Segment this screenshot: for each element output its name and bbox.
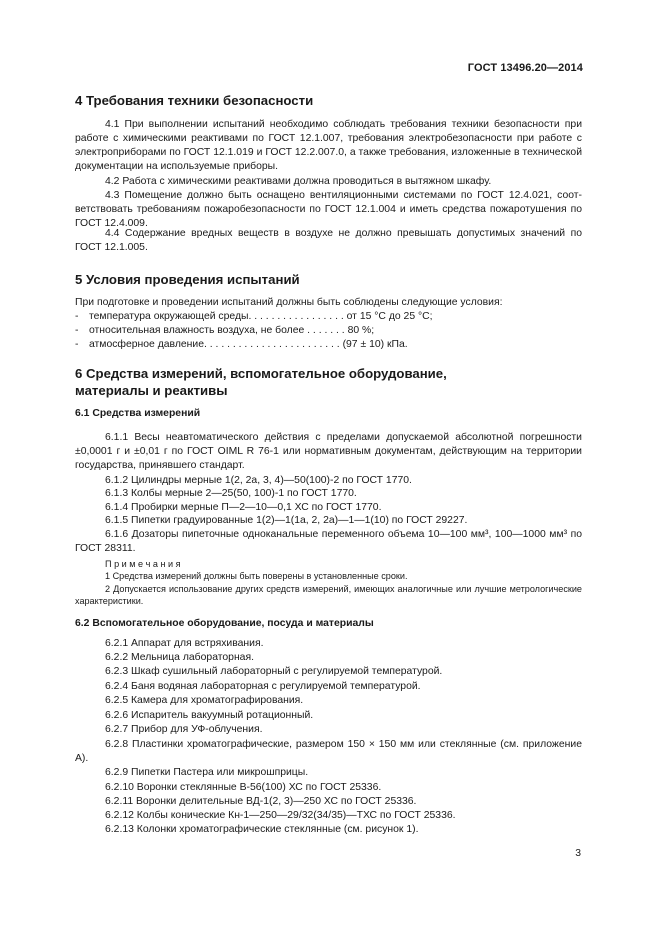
paragraph-6-2-1: 6.2.1 Аппарат для встряхивания. <box>105 638 264 649</box>
section-4-title: 4 Требования техники безопасности <box>75 93 314 108</box>
paragraph-6-1-3: 6.1.3 Колбы мерные 2—25(50, 100)-1 по ГОСТ 1770. <box>105 488 357 499</box>
list-dash: - <box>75 325 79 336</box>
section-6-title-line1: 6 Средства измерений, вспомогательное оборудование, <box>75 366 447 381</box>
list-item-text: температура окружающей среды. . . . . . . . . . . . . . . . . от 15 °С до 25 °С; <box>89 311 433 322</box>
subsection-6-2-title: 6.2 Вспомогательное оборудование, посуда и материалы <box>75 618 374 629</box>
list-item-text: относительная влажность воздуха, не более . . . . . . . 80 %; <box>89 325 375 336</box>
paragraph-6-2-13: 6.2.13 Колонки хроматографические стеклянные (см. рисунок 1). <box>105 824 419 835</box>
paragraph-6-2-3: 6.2.3 Шкаф сушильный лабораторный с регулируемой температурой. <box>105 666 443 677</box>
paragraph-6-2-6: 6.2.6 Испаритель вакуумный ротационный. <box>105 710 314 721</box>
note-1: 1 Средства измерений должны быть поверены в установленные сроки. <box>105 571 408 581</box>
conditions-list <box>75 310 582 352</box>
paragraph-6-2-9: 6.2.9 Пипетки Пастера или микрошприцы. <box>105 767 309 778</box>
document-header-id: ГОСТ 13496.20—2014 <box>467 62 583 74</box>
paragraph-6-2-7: 6.2.7 Прибор для УФ-облучения. <box>105 724 263 735</box>
page-number: 3 <box>575 848 581 859</box>
subsection-6-1-title: 6.1 Средства измерений <box>75 408 201 419</box>
list-item <box>75 310 582 324</box>
paragraph-6-2-10: 6.2.10 Воронки стеклянные В-56(100) ХС по ГОСТ 25336. <box>105 782 382 793</box>
paragraph-6-2-4: 6.2.4 Баня водяная лабораторная с регулируемой температурой. <box>105 681 421 692</box>
section-6-title-line2: материалы и реактивы <box>75 383 228 398</box>
paragraph-4-3: 4.3 Помещение должно быть оснащено вентиляционными системами по ГОСТ 12.4.021, соответствовать требованиям пожаробезопасности по ГОСТ 12.1.004 и иметь средства пожаротушения по ГОСТ 12.4.009. <box>75 190 582 229</box>
paragraph-6-1-4: 6.1.4 Пробирки мерные П—2—10—0,1 ХС по ГОСТ 1770. <box>105 502 382 513</box>
section-5-title: 5 Условия проведения испытаний <box>75 272 300 287</box>
list-dash: - <box>75 311 79 322</box>
paragraph-6-1-5: 6.1.5 Пипетки градуированные 1(2)—1(1а, 2, 2а)—1—1(10) по ГОСТ 29227. <box>105 515 468 526</box>
paragraph-4-2: 4.2 Работа с химическими реактивами должна проводиться в вытяжном шкафу. <box>105 176 492 187</box>
section-5-intro: При подготовке и проведении испытаний должны быть соблюдены следующие условия: <box>75 297 503 308</box>
list-dash: - <box>75 339 79 350</box>
paragraph-6-1-1: 6.1.1 Весы неавтоматического действия с пределами допускаемой абсолютной погрешности ±0,0001 г и ±0,01 г по ГОСТ OIML R 76-1 или нормативным документам, действующим на территории государства, принявшего стандарт. <box>75 432 582 471</box>
paragraph-6-2-2: 6.2.2 Мельница лабораторная. <box>105 652 254 663</box>
paragraph-6-1-2: 6.1.2 Цилиндры мерные 1(2, 2а, 3, 4)—50(100)-2 по ГОСТ 1770. <box>105 475 412 486</box>
note-2: 2 Допускается использование других средств измерений, имеющих аналогичные или лучшие метрологические характеристики. <box>75 584 582 606</box>
notes-title: П р и м е ч а н и я <box>105 559 181 569</box>
paragraph-6-2-5: 6.2.5 Камера для хроматографирования. <box>105 695 304 706</box>
list-item-text: атмосферное давление. . . . . . . . . . . . . . . . . . . . . . . . (97 ± 10) кПа. <box>89 339 408 350</box>
paragraph-4-1: 4.1 При выполнении испытаний необходимо соблюдать требования техники безопасности при работе с химическими реактивами по ГОСТ 12.1.007, требования электробезопасности при работе с электроприборами по ГОСТ 12.1.019 и ГОСТ 12.2.007.0, а также требования, изложенные в технической документации на используемые приборы. <box>75 119 582 172</box>
paragraph-6-2-8: 6.2.8 Пластинки хроматографические, размером 150 × 150 мм или стеклянные (см. приложение А). <box>75 739 582 764</box>
list-item <box>75 338 582 352</box>
paragraph-6-1-6: 6.1.6 Дозаторы пипеточные одноканальные переменного объема 10—100 мм³, 100—1000 мм³ по ГОСТ 28311. <box>75 529 582 554</box>
paragraph-6-2-12: 6.2.12 Колбы конические Кн-1—250—29/32(34/35)—ТХС по ГОСТ 25336. <box>105 810 456 821</box>
list-item <box>75 324 582 338</box>
paragraph-4-4: 4.4 Содержание вредных веществ в воздухе не должно превышать допустимых значений по ГОСТ 12.1.005. <box>75 228 582 253</box>
paragraph-6-2-11: 6.2.11 Воронки делительные ВД-1(2, 3)—250 ХС по ГОСТ 25336. <box>105 796 417 807</box>
